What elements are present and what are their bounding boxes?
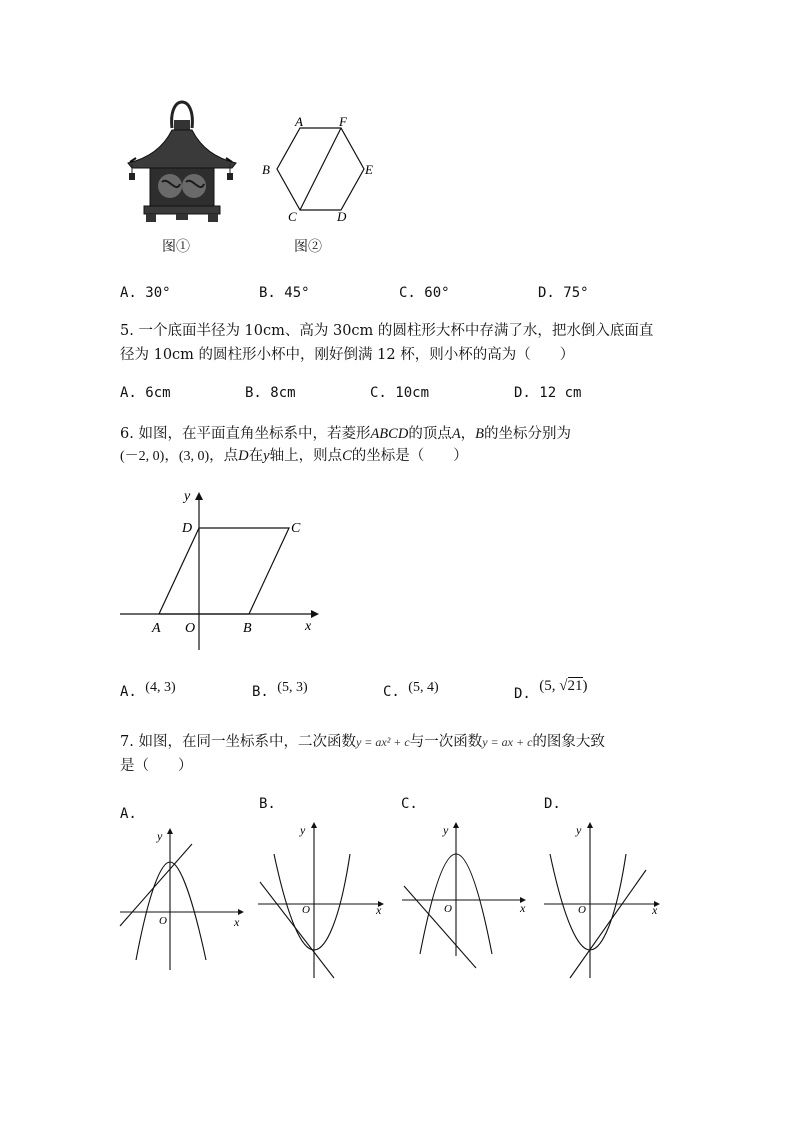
q6-option-b[interactable]: B. (5, 3) xyxy=(252,680,308,700)
q7-graph-c[interactable] xyxy=(398,820,534,980)
q5-option-d[interactable]: D. 12 cm xyxy=(514,385,582,401)
q7-graph-a-letter[interactable]: A. xyxy=(120,806,137,822)
q6-label-x: x xyxy=(305,619,312,634)
hex-label-d: D xyxy=(337,209,347,224)
q7d-label-y: y xyxy=(576,823,582,837)
hexagon-figure xyxy=(255,110,385,230)
q7c-line xyxy=(404,886,476,968)
q7-graph-a[interactable] xyxy=(116,826,248,976)
q7b-y-arrow xyxy=(311,822,317,828)
q4-option-d[interactable]: D. 75° xyxy=(538,285,589,301)
q7c-label-o: O xyxy=(444,903,452,915)
q6-label-o: O xyxy=(185,621,196,636)
q5-option-b[interactable]: B. 8cm xyxy=(245,385,296,401)
q7b-label-y: y xyxy=(300,823,306,837)
q7-graph-d[interactable] xyxy=(540,820,676,980)
q6-y-arrow xyxy=(195,492,203,500)
hex-label-b: B xyxy=(262,162,270,177)
q6-option-d[interactable]: D. (5, √21) xyxy=(514,678,588,702)
q7-graph-d-letter[interactable]: D. xyxy=(544,796,561,812)
hex-label-a: A xyxy=(295,114,303,129)
q6-option-d-post: ) xyxy=(582,678,588,694)
q6-option-a[interactable]: A. (4, 3) xyxy=(120,680,176,700)
q5-line-1: 5. 一个底面半径为 10cm、高为 30cm 的圆柱形大杯中存满了水，把水倒入底面直 xyxy=(120,323,654,339)
q7a-label-o: O xyxy=(159,915,167,927)
q6-x-arrow xyxy=(311,610,319,618)
q7a-label-y: y xyxy=(157,829,163,843)
hex-label-f: F xyxy=(339,114,347,129)
q7b-parabola xyxy=(274,854,350,950)
q6-label-b: B xyxy=(243,621,252,636)
lantern-figure xyxy=(120,98,250,228)
q7-graph-b-letter[interactable]: B. xyxy=(259,796,276,812)
q5-line-2: 径为 10cm 的圆柱形小杯中，刚好倒满 12 杯，则小杯的高为（ ） xyxy=(120,347,575,363)
q6-option-d-radicand: 21 xyxy=(567,678,583,694)
q7-line-2: 是（ ） xyxy=(120,758,193,774)
q7d-parabola xyxy=(550,854,626,950)
q4-option-b[interactable]: B. 45° xyxy=(259,285,310,301)
q7c-y-arrow xyxy=(453,822,459,828)
q7c-label-y: y xyxy=(443,823,449,837)
fig2-caption: 图② xyxy=(294,239,322,255)
q6-rhombus-graph xyxy=(115,486,325,656)
q7a-parabola xyxy=(136,862,206,960)
q6-label-d: D xyxy=(182,521,193,536)
q7b-label-o: O xyxy=(302,904,310,916)
q7-line-1: 7. 如图，在同一坐标系中，二次函数y = ax² + c与一次函数y = ax + c的图象大致 xyxy=(120,734,605,750)
q6-line-2: (－2, 0)，(3, 0)，点D在y轴上，则点C的坐标是（ ） xyxy=(120,448,468,464)
q6-label-c: C xyxy=(291,521,301,536)
hex-label-e: E xyxy=(365,162,373,177)
fig1-caption: 图① xyxy=(162,239,190,255)
q5-option-c[interactable]: C. 10cm xyxy=(370,385,430,401)
q7a-line xyxy=(120,844,192,926)
q6-option-d-pre: (5, xyxy=(539,678,560,694)
q7a-y-arrow xyxy=(167,828,173,834)
q6-label-a: A xyxy=(152,621,161,636)
q4-option-c[interactable]: C. 60° xyxy=(399,285,450,301)
q7a-label-x: x xyxy=(234,915,240,929)
q7b-label-x: x xyxy=(376,903,382,917)
q7-graph-c-letter[interactable]: C. xyxy=(401,796,418,812)
q6-rhombus xyxy=(159,528,289,614)
q5-option-a[interactable]: A. 6cm xyxy=(120,385,171,401)
q7d-line xyxy=(570,870,646,978)
q6-line-1: 6. 如图，在平面直角坐标系中，若菱形ABCD的顶点A，B的坐标分别为 xyxy=(120,426,572,442)
hex-label-c: C xyxy=(288,209,297,224)
q7d-y-arrow xyxy=(587,822,593,828)
q6-label-y: y xyxy=(184,489,191,504)
q6-option-c[interactable]: C. (5, 4) xyxy=(383,680,439,700)
q4-option-a[interactable]: A. 30° xyxy=(120,285,171,301)
hexagon-diagonal-cf xyxy=(300,128,341,210)
q7d-label-x: x xyxy=(652,903,658,917)
q7-graph-b[interactable] xyxy=(254,820,390,980)
q7c-label-x: x xyxy=(520,901,526,915)
q7d-label-o: O xyxy=(578,904,586,916)
q7b-line xyxy=(260,882,334,978)
sqrt-icon: √ xyxy=(559,678,568,694)
